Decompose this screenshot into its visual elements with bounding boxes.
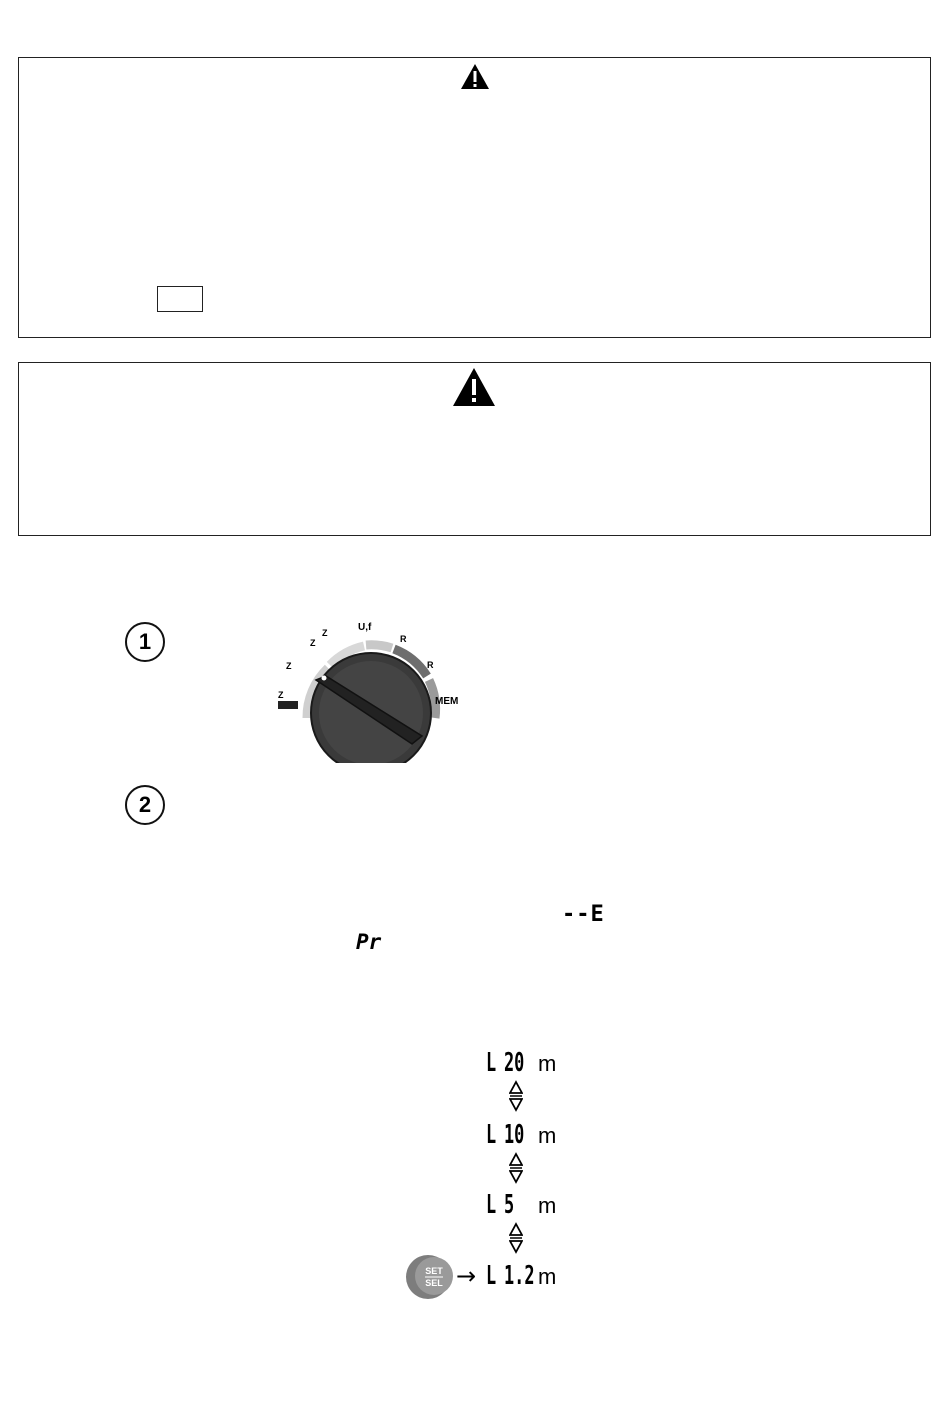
warning-box-1 xyxy=(18,57,931,338)
display-segment-e: --E xyxy=(562,902,605,927)
sel-label: SEL xyxy=(425,1278,443,1288)
dial-label: Z xyxy=(322,628,328,638)
dial-label: Z xyxy=(286,661,292,671)
warning-icon xyxy=(460,63,490,90)
dial-label: Z xyxy=(278,690,284,700)
length-option-1-2m: L 1.2 m xyxy=(486,1261,557,1291)
key-placeholder-box xyxy=(157,286,203,312)
up-down-arrow-icon xyxy=(509,1222,523,1254)
warning-box-2 xyxy=(18,362,931,536)
length-option-20m: L 20 m xyxy=(486,1048,557,1078)
dial-label: Z xyxy=(310,638,316,648)
display-segment-pr: Pr xyxy=(356,930,382,954)
dial-label: R xyxy=(400,634,407,644)
step-number-2: 2 xyxy=(125,785,165,825)
rotary-switch-dial xyxy=(272,618,472,763)
dial-label: U,f xyxy=(358,622,372,633)
up-down-arrow-icon xyxy=(509,1152,523,1184)
dial-label: R xyxy=(427,660,434,670)
length-option-5m: L 5 m xyxy=(486,1190,557,1220)
length-option-10m: L 10 m xyxy=(486,1120,557,1150)
warning-icon xyxy=(452,367,496,407)
right-arrow-icon: → xyxy=(456,1262,477,1290)
up-down-arrow-icon xyxy=(509,1080,523,1112)
set-sel-button[interactable] xyxy=(404,1250,456,1302)
dial-label: MEM xyxy=(435,696,459,707)
step-number-1: 1 xyxy=(125,622,165,662)
set-label: SET xyxy=(425,1266,443,1276)
